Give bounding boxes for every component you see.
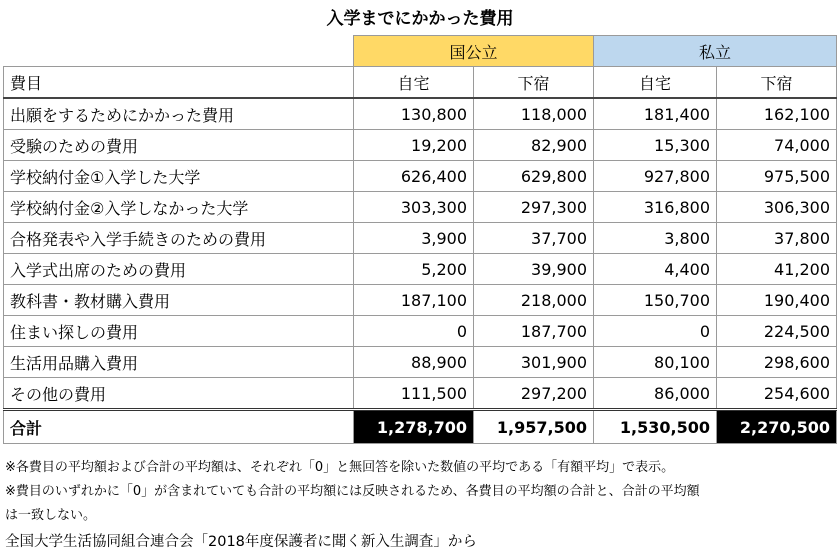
row-label: 入学式出席のための費用 bbox=[4, 254, 354, 285]
table-row bbox=[4, 192, 837, 223]
cell-value: 130,800 bbox=[354, 98, 474, 130]
row-label: 学校納付金①入学した大学 bbox=[4, 161, 354, 192]
footnote-line: は一致しない。 bbox=[5, 508, 97, 523]
cell-value: 162,100 bbox=[717, 98, 837, 130]
table-row bbox=[4, 285, 837, 316]
cell-value: 626,400 bbox=[354, 161, 474, 192]
cell-value: 74,000 bbox=[717, 130, 837, 161]
cell-value: 41,200 bbox=[717, 254, 837, 285]
table-row bbox=[4, 378, 837, 410]
table-title: 入学までにかかった費用 bbox=[326, 9, 514, 29]
group-shiritsu: 私立 bbox=[594, 36, 837, 67]
header-col: 下宿 bbox=[717, 67, 837, 99]
table-row bbox=[4, 347, 837, 378]
cell-value: 629,800 bbox=[474, 161, 594, 192]
row-label: 生活用品購入費用 bbox=[4, 347, 354, 378]
footnote-line: ※費目のいずれかに「0」が含まれていても合計の平均額には反映されるため、各費目の平均額の合計と、合計の平均額 bbox=[5, 484, 700, 499]
total-value: 1,278,700 bbox=[354, 410, 474, 444]
cell-value: 187,100 bbox=[354, 285, 474, 316]
cell-value: 37,700 bbox=[474, 223, 594, 254]
header-col: 自宅 bbox=[354, 67, 474, 99]
cell-value: 15,300 bbox=[594, 130, 717, 161]
cell-value: 298,600 bbox=[717, 347, 837, 378]
cell-value: 5,200 bbox=[354, 254, 474, 285]
total-value: 1,530,500 bbox=[594, 410, 717, 444]
cell-value: 80,100 bbox=[594, 347, 717, 378]
row-label: 住まい探しの費用 bbox=[4, 316, 354, 347]
cell-value: 181,400 bbox=[594, 98, 717, 130]
table-row bbox=[4, 130, 837, 161]
cell-value: 316,800 bbox=[594, 192, 717, 223]
blank-cell bbox=[4, 36, 354, 67]
cell-value: 306,300 bbox=[717, 192, 837, 223]
footnotes bbox=[5, 456, 835, 528]
table-row bbox=[4, 223, 837, 254]
cell-value: 187,700 bbox=[474, 316, 594, 347]
row-label: その他の費用 bbox=[4, 378, 354, 410]
cell-value: 297,200 bbox=[474, 378, 594, 410]
header-item: 費目 bbox=[4, 67, 354, 99]
row-label: 受験のための費用 bbox=[4, 130, 354, 161]
total-value: 1,957,500 bbox=[474, 410, 594, 444]
footnote-line: ※各費目の平均額および合計の平均額は、それぞれ「0」と無回答を除いた数値の平均である「有額平均」で表示。 bbox=[5, 460, 675, 475]
header-col: 自宅 bbox=[594, 67, 717, 99]
total-value: 2,270,500 bbox=[717, 410, 837, 444]
table-row bbox=[4, 161, 837, 192]
cell-value: 118,000 bbox=[474, 98, 594, 130]
row-label: 合格発表や入学手続きのための費用 bbox=[4, 223, 354, 254]
cell-value: 37,800 bbox=[717, 223, 837, 254]
cell-value: 3,800 bbox=[594, 223, 717, 254]
cell-value: 39,900 bbox=[474, 254, 594, 285]
row-label: 教科書・教材購入費用 bbox=[4, 285, 354, 316]
table-row bbox=[4, 316, 837, 347]
group-header-row bbox=[4, 36, 837, 67]
cell-value: 19,200 bbox=[354, 130, 474, 161]
table-row bbox=[4, 98, 837, 130]
cost-table bbox=[3, 35, 837, 444]
cell-value: 254,600 bbox=[717, 378, 837, 410]
cell-value: 303,300 bbox=[354, 192, 474, 223]
cell-value: 975,500 bbox=[717, 161, 837, 192]
cell-value: 190,400 bbox=[717, 285, 837, 316]
source-credit: 全国大学生活協同組合連合会「2018年度保護者に聞く新入生調査」から bbox=[5, 534, 477, 550]
cell-value: 301,900 bbox=[474, 347, 594, 378]
cell-value: 224,500 bbox=[717, 316, 837, 347]
table-row bbox=[4, 254, 837, 285]
column-header-row bbox=[4, 67, 837, 99]
cell-value: 82,900 bbox=[474, 130, 594, 161]
cell-value: 927,800 bbox=[594, 161, 717, 192]
row-label: 学校納付金②入学しなかった大学 bbox=[4, 192, 354, 223]
cell-value: 4,400 bbox=[594, 254, 717, 285]
row-label: 出願をするためにかかった費用 bbox=[4, 98, 354, 130]
cell-value: 218,000 bbox=[474, 285, 594, 316]
cell-value: 297,300 bbox=[474, 192, 594, 223]
cell-value: 150,700 bbox=[594, 285, 717, 316]
cell-value: 0 bbox=[594, 316, 717, 347]
cell-value: 88,900 bbox=[354, 347, 474, 378]
cell-value: 0 bbox=[354, 316, 474, 347]
cell-value: 86,000 bbox=[594, 378, 717, 410]
header-col: 下宿 bbox=[474, 67, 594, 99]
total-row bbox=[4, 410, 837, 444]
total-label: 合計 bbox=[4, 410, 354, 444]
group-kokko: 国公立 bbox=[354, 36, 594, 67]
cell-value: 111,500 bbox=[354, 378, 474, 410]
cell-value: 3,900 bbox=[354, 223, 474, 254]
